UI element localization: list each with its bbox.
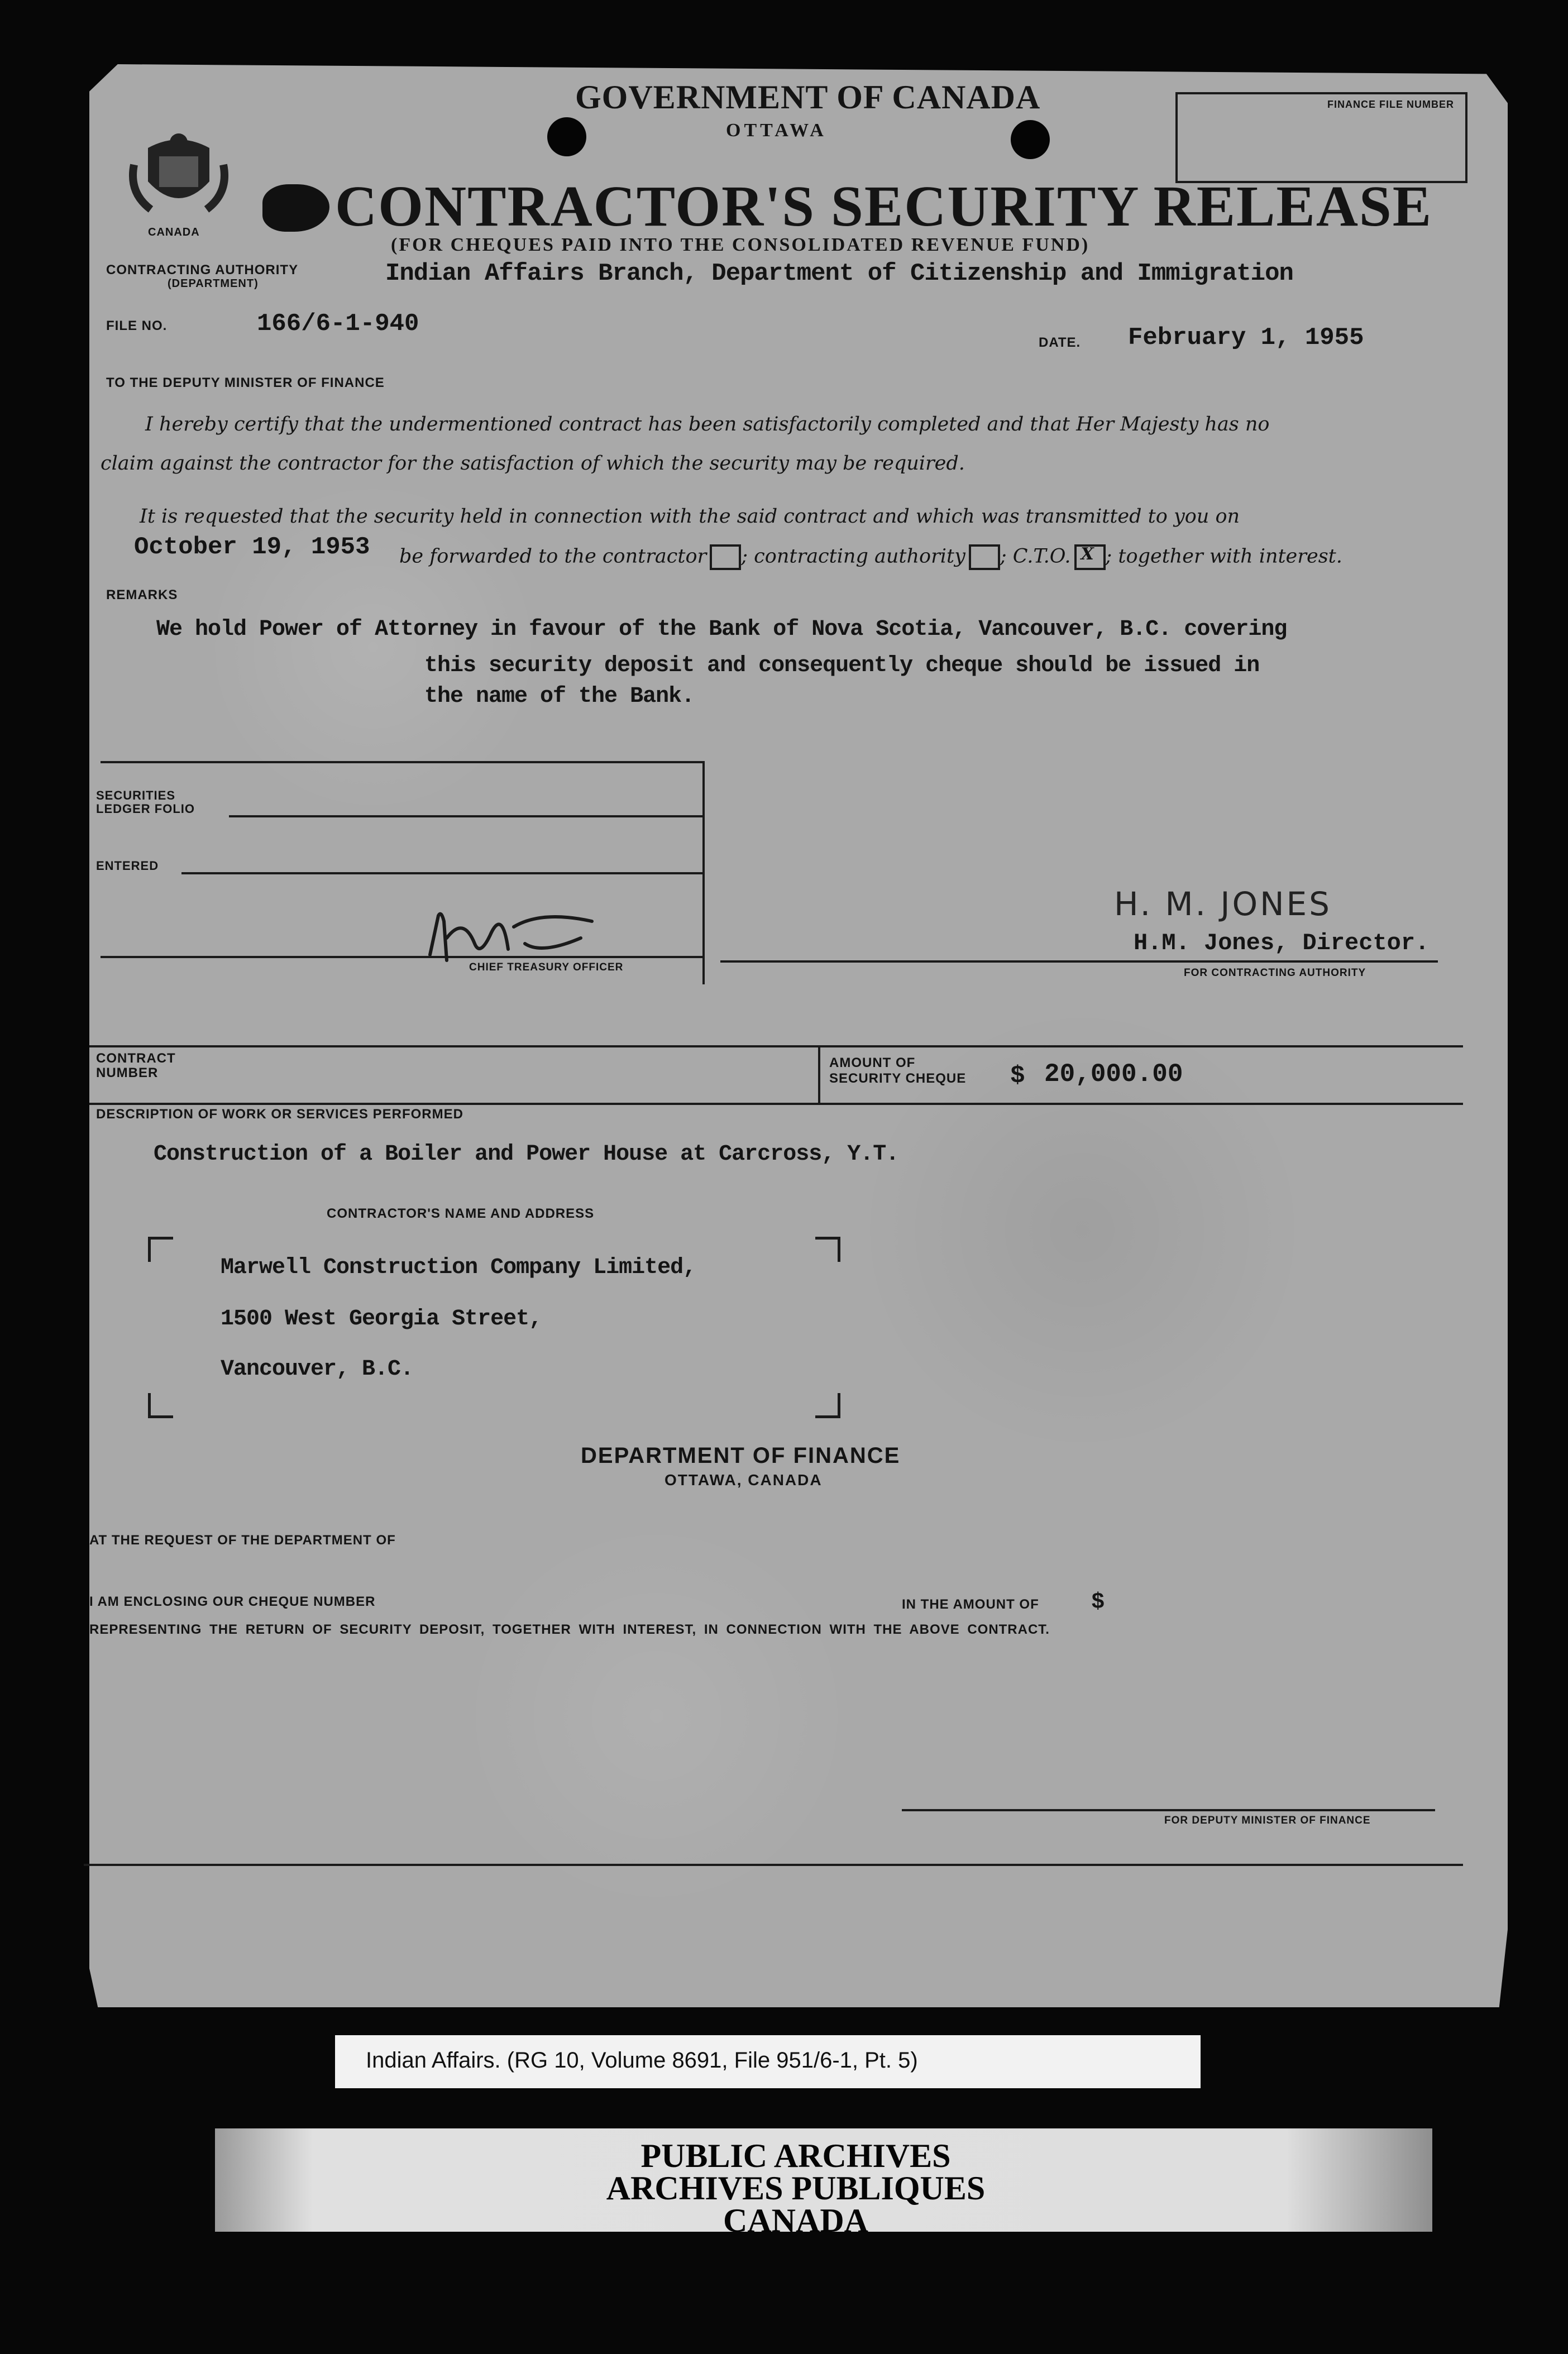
remarks-line-3: the name of the Bank. [424,684,695,709]
archive-stamp-block [550,2137,1041,2239]
work-description-label: DESCRIPTION OF WORK OR SERVICES PERFORMED [96,1107,463,1122]
entered-line [181,872,704,874]
security-cheque-label: SECURITY CHEQUE [829,1071,967,1086]
addressee-line: TO THE DEPUTY MINISTER OF FINANCE [106,375,385,390]
punch-hole-right [1011,120,1050,159]
contractor-name-value: Marwell Construction Company Limited, [221,1255,696,1280]
cheque-number-line: I AM ENCLOSING OUR CHEQUE NUMBER [89,1594,376,1609]
forward-to-contractor-text: be forwarded to the contractor [399,545,707,568]
securities-label: SECURITIES [96,788,176,802]
amount-dollar-symbol: $ [1092,1589,1105,1613]
contractor-street-value: 1500 West Georgia Street, [221,1307,542,1332]
cto-check-mark: X [1081,544,1094,564]
archive-line-canada: CANADA [723,2202,868,2239]
finance-file-number-box [1175,92,1467,183]
cto-option-text: ; C.T.O. [1000,545,1071,568]
department-of-finance-heading: DEPARTMENT OF FINANCE [581,1443,901,1468]
contracting-authority-option-text: ; contracting authority [741,545,965,568]
document-page [89,64,1508,2007]
department-label: (DEPARTMENT) [168,277,259,290]
contracting-authority-checkbox[interactable] [969,544,1000,570]
date-value: February 1, 1955 [1128,324,1364,352]
amount-currency-symbol: $ [1011,1061,1025,1088]
form-subtitle: (FOR CHEQUES PAID INTO THE CONSOLIDATED REVENUE FUND) [391,235,1090,255]
certification-line-2: claim against the contractor for the satisfaction of which the security may be required. [101,452,965,475]
crest-label: CANADA [148,226,200,238]
treasury-box-top [101,761,704,763]
city-heading: OTTAWA [726,120,827,141]
contract-row-divider [818,1045,820,1104]
address-corner-top-left [148,1237,173,1262]
contractor-city-value: Vancouver, B.C. [221,1357,414,1382]
contract-row-bottom [89,1103,1463,1105]
request-of-department-line: AT THE REQUEST OF THE DEPARTMENT OF [89,1533,396,1548]
work-description-value: Construction of a Boiler and Power House at Carcross, Y.T. [154,1142,899,1167]
contracting-authority-label: CONTRACTING AUTHORITY [106,262,299,277]
address-corner-bottom-right [815,1393,840,1418]
government-heading: GOVERNMENT OF CANADA [575,79,1041,116]
contract-row-top [89,1045,1463,1047]
ledger-folio-line [229,815,704,817]
typed-signature-name: H.M. Jones, Director. [1134,930,1430,956]
address-corner-bottom-left [148,1393,173,1418]
cto-checkbox[interactable] [1074,544,1106,570]
contracting-authority-value: Indian Affairs Branch, Department of Citizenship and Immigration [385,260,1293,288]
remarks-line-2: this security deposit and consequently cheque should be issued in [424,653,1260,678]
date-label: DATE. [1039,335,1081,350]
security-cheque-amount: 20,000.00 [1044,1060,1183,1089]
form-title: CONTRACTOR'S SECURITY RELEASE [335,174,1433,238]
chief-treasury-officer-label: CHIEF TREASURY OFFICER [469,961,624,973]
address-corner-top-right [815,1237,840,1262]
finance-location: OTTAWA, CANADA [665,1471,823,1489]
deputy-minister-label: FOR DEPUTY MINISTER OF FINANCE [1164,1815,1371,1826]
archive-caption: Indian Affairs. (RG 10, Volume 8691, File 951/6-1, Pt. 5) [366,2048,918,2073]
ledger-folio-label: LEDGER FOLIO [96,802,195,816]
request-line-1: It is requested that the security held in connection with the said contract and which was transmitted to you on [140,505,1240,528]
for-contracting-authority-label: FOR CONTRACTING AUTHORITY [1184,967,1366,979]
transmitted-date-value: October 19, 1953 [134,533,370,561]
stamped-signature-name: H. M. JONES [1114,885,1332,923]
remarks-line-1: We hold Power of Attorney in favour of the Bank of Nova Scotia, Vancouver, B.C. covering [156,617,1287,642]
contract-number-label-2: NUMBER [96,1065,159,1080]
forward-options-line [399,544,1342,570]
finance-file-number-label: FINANCE FILE NUMBER [1327,99,1454,110]
together-with-interest-text: ; together with interest. [1105,545,1342,568]
contracting-authority-signature-line [720,960,1438,963]
archive-line-public: PUBLIC ARCHIVES [640,2137,951,2174]
representing-return-line: REPRESENTING THE RETURN OF SECURITY DEPOSIT, TOGETHER WITH INTEREST, IN CONNECTION WITH THE ABOVE CONTRACT. [89,1622,1050,1637]
file-no-label: FILE NO. [106,318,168,333]
file-no-value: 166/6-1-940 [257,310,419,338]
archive-line-publiques: ARCHIVES PUBLIQUES [606,2170,986,2207]
form-bottom-rule [84,1864,1463,1866]
amount-of-label: AMOUNT OF [829,1055,916,1070]
entered-label: ENTERED [96,859,159,873]
contract-number-label-1: CONTRACT [96,1051,176,1066]
deputy-minister-signature-line [902,1809,1435,1811]
remarks-label: REMARKS [106,587,178,602]
contractor-name-address-label: CONTRACTOR'S NAME AND ADDRESS [327,1206,595,1221]
punch-hole-left [547,117,586,156]
certification-line-1: I hereby certify that the undermentioned contract has been satisfactorily completed and that Her Majesty has no [145,413,1270,436]
cto-signature-line [101,956,704,958]
contractor-checkbox[interactable] [710,544,741,570]
in-the-amount-of-label: IN THE AMOUNT OF [902,1597,1039,1612]
coat-of-arms-icon [126,131,232,226]
